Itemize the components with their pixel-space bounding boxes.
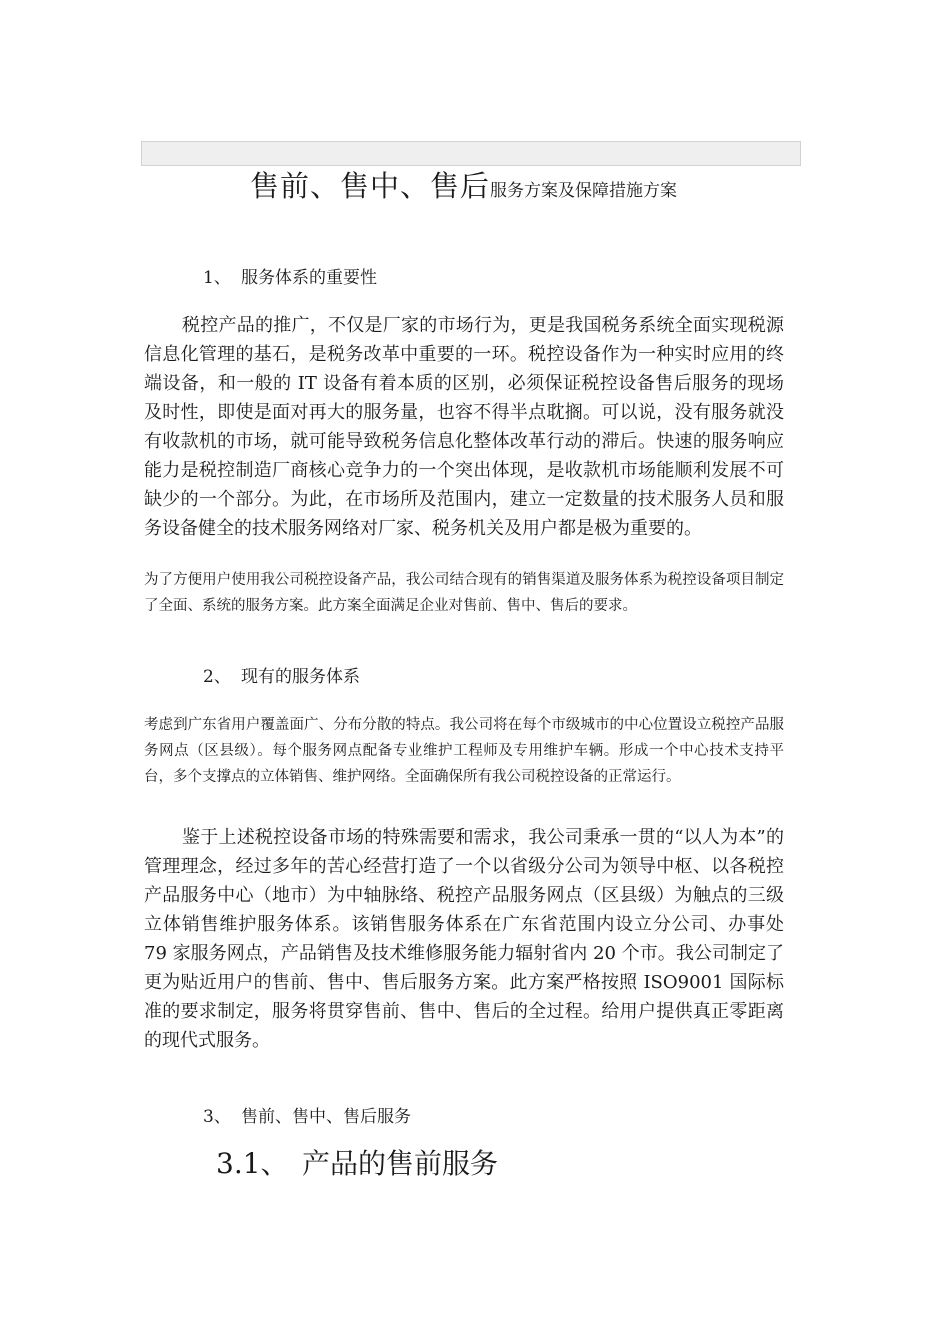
- document-title: [250, 164, 810, 205]
- subsection-heading: [216, 1142, 498, 1182]
- subsection-number: 3.1、: [216, 1147, 289, 1180]
- paragraph-importance: 税控产品的推广，不仅是厂家的市场行为，更是我国税务系统全面实现税源信息化管理的基石，是税务改革中重要的一环。税控设备作为一种实时应用的终端设备，和一般的 IT 设备有着本质的区别，必须保证税控设备售后服务的现场及时性，即使是面对再大的服务量，也容不得半点耽搁。可以说，没有服务就没有收款机的市场，就可能导致税务信息化整体改革行动的滞后。快速的服务响应能力是税控制造厂商核心竞争力的一个突出体现，是收款机市场能顺利发展不可缺少的一个部分。为此，在市场所及范围内，建立一定数量的技术服务人员和服务设备健全的技术服务网络对厂家、税务机关及用户都是极为重要的。: [144, 315, 784, 539]
- section-title: 售前、售中、售后服务: [241, 1107, 411, 1127]
- section-title: 服务体系的重要性: [241, 268, 377, 288]
- section-number: 3、: [203, 1107, 231, 1127]
- section-title: 现有的服务体系: [241, 667, 360, 687]
- section-number: 2、: [203, 667, 231, 687]
- section-heading-2: [203, 662, 360, 687]
- section-heading-3: [203, 1102, 411, 1127]
- section-number: 1、: [203, 268, 231, 288]
- title-main: 售前、售中、售后: [250, 169, 491, 203]
- title-sub: 服务方案及保障措施方案: [490, 181, 678, 201]
- paragraph-system: 鉴于上述税控设备市场的特殊需要和需求，我公司秉承一贯的“以人为本”的管理理念，经过多年的苦心经营打造了一个以省级分公司为领导中枢、以各税控产品服务中心（地市）为中轴脉络、税控产品服务网点（区县级）为触点的三级立体销售维护服务体系。该销售服务体系在广东省范围内设立分公司、办事处 79 家服务网点，产品销售及技术维修服务能力辐射省内 20 个市。我公司制定了更为贴近用户的售前、售中、售后服务方案。此方案严格按照 ISO9001 国际标准的要求制定，服务将贯穿售前、售中、售后的全过程。给用户提供真正零距离的现代式服务。: [144, 827, 784, 1051]
- section-heading-1: [203, 263, 377, 288]
- header-bar: [141, 141, 801, 166]
- subsection-title: 产品的售前服务: [302, 1147, 499, 1180]
- paragraph-service-plan: 为了方便用户使用我公司税控设备产品，我公司结合现有的销售渠道及服务体系为税控设备项目制定了全面、系统的服务方案。此方案全面满足企业对售前、售中、售后的要求。: [144, 572, 784, 614]
- paragraph-coverage: 考虑到广东省用户覆盖面广、分布分散的特点。我公司将在每个市级城市的中心位置设立税控产品服务网点（区县级）。每个服务网点配备专业维护工程师及专用维护车辆。形成一个中心技术支持平台，多个支撑点的立体销售、维护网络。全面确保所有我公司税控设备的正常运行。: [144, 717, 784, 785]
